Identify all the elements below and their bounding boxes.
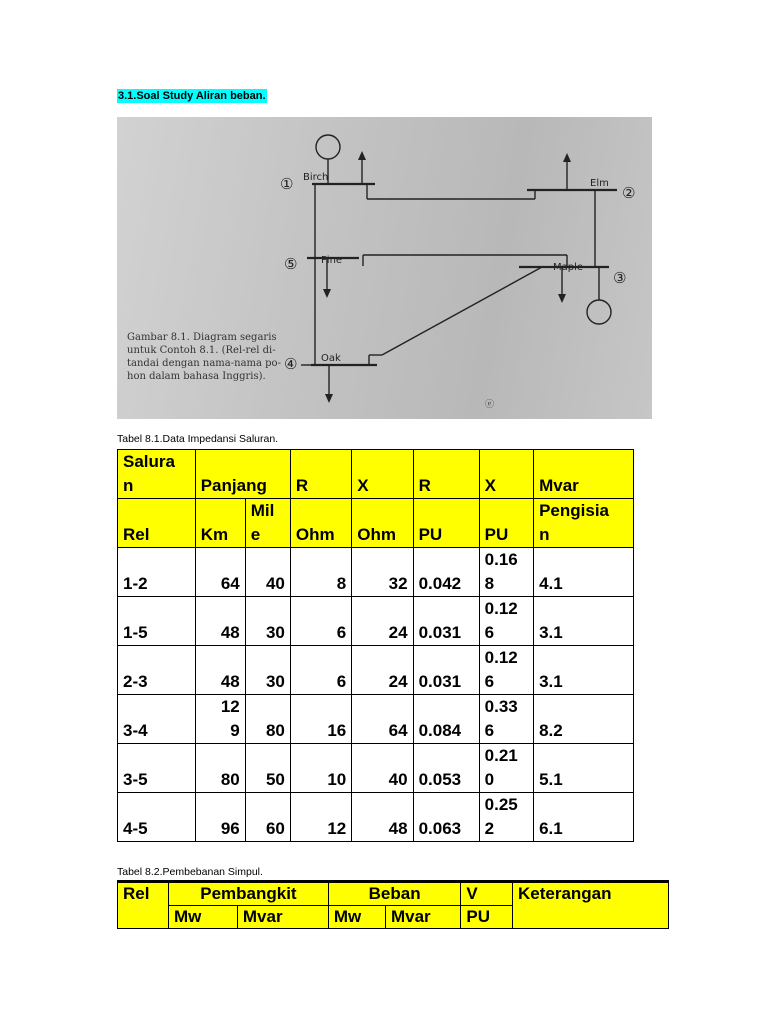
cell-r-pu: 0.053 — [413, 744, 479, 793]
th2-rel: Rel — [118, 882, 169, 929]
cell-rel: 1-2 — [118, 548, 196, 597]
one-line-diagram-photo — [117, 117, 652, 419]
cell-x-ohm: 48 — [352, 793, 413, 842]
cell-r-pu: 0.031 — [413, 597, 479, 646]
table-row — [118, 793, 634, 842]
cell-r-pu: 0.042 — [413, 548, 479, 597]
bus-number-4: ④ — [284, 355, 298, 373]
cell-r-ohm: 6 — [290, 597, 351, 646]
cell-x-ohm: 32 — [352, 548, 413, 597]
th2-mvar-beban: Mvar — [385, 906, 460, 929]
cell-x-pu: 0.21 0 — [479, 744, 533, 793]
cell-mvar: 3.1 — [534, 646, 634, 695]
th-pengisian: Pengisia n — [534, 499, 634, 548]
table-row — [118, 695, 634, 744]
cell-km: 48 — [195, 646, 245, 695]
th-km: Km — [195, 499, 245, 548]
figure-caption: Gambar 8.1. Diagram segaris untuk Contoh 8.1. (Rel-rel di- tandai dengan nama-nama po- hon dalam bahasa Inggris). — [127, 332, 281, 382]
cell-x-pu: 0.16 8 — [479, 548, 533, 597]
cell-mvar: 8.2 — [534, 695, 634, 744]
bus-label-birch: Birch — [303, 172, 329, 183]
cell-rel: 3-5 — [118, 744, 196, 793]
th-r: R — [290, 450, 351, 499]
cell-km: 64 — [195, 548, 245, 597]
th-r-pu: R — [413, 450, 479, 499]
cell-x-ohm: 40 — [352, 744, 413, 793]
th2-mw-pembangkit: Mw — [169, 906, 238, 929]
table-row — [118, 744, 634, 793]
th-mvar: Mvar — [534, 450, 634, 499]
table-row — [118, 548, 634, 597]
cell-rel: 4-5 — [118, 793, 196, 842]
bus-label-elm: Elm — [590, 178, 609, 189]
cell-x-pu: 0.12 6 — [479, 597, 533, 646]
th-ohm-r: Ohm — [290, 499, 351, 548]
cell-x-pu: 0.12 6 — [479, 646, 533, 695]
cell-mile: 80 — [245, 695, 290, 744]
cell-x-ohm: 24 — [352, 597, 413, 646]
cell-mile: 50 — [245, 744, 290, 793]
cell-r-pu: 0.031 — [413, 646, 479, 695]
cell-x-pu: 0.25 2 — [479, 793, 533, 842]
table-row — [118, 597, 634, 646]
cell-x-pu: 0.33 6 — [479, 695, 533, 744]
section-heading: 3.1.Soal Study Aliran beban. — [118, 90, 266, 102]
bus-label-oak: Oak — [321, 353, 341, 364]
cell-mile: 60 — [245, 793, 290, 842]
th-pu-r: PU — [413, 499, 479, 548]
generator-maple-icon — [587, 300, 611, 324]
th2-beban: Beban — [328, 882, 461, 906]
generator-birch-icon — [316, 135, 340, 159]
node-load-table — [117, 880, 669, 929]
cell-mile: 30 — [245, 646, 290, 695]
cell-r-ohm: 6 — [290, 646, 351, 695]
bus-number-2: ② — [622, 184, 636, 202]
impedance-table — [117, 449, 634, 842]
cell-km: 80 — [195, 744, 245, 793]
bus-label-pine: Pine — [321, 255, 343, 266]
cell-km: 48 — [195, 597, 245, 646]
th-panjang: Panjang — [195, 450, 290, 499]
cell-r-ohm: 16 — [290, 695, 351, 744]
th2-mw-beban: Mw — [328, 906, 385, 929]
cell-r-pu: 0.063 — [413, 793, 479, 842]
bus-label-maple: Maple — [553, 262, 584, 273]
cell-mile: 40 — [245, 548, 290, 597]
table2-caption: Tabel 8.2.Pembebanan Simpul. — [117, 866, 263, 878]
cell-mvar: 6.1 — [534, 793, 634, 842]
cell-rel: 1-5 — [118, 597, 196, 646]
cell-mvar: 5.1 — [534, 744, 634, 793]
th-x: X — [352, 450, 413, 499]
bus-number-1: ① — [280, 175, 294, 193]
th2-mvar-pembangkit: Mvar — [237, 906, 328, 929]
th-x-pu: X — [479, 450, 533, 499]
cell-r-ohm: 12 — [290, 793, 351, 842]
cell-x-ohm: 24 — [352, 646, 413, 695]
watermark-mark: ⓔ — [485, 400, 495, 410]
th-saluran: Salura n — [118, 450, 196, 499]
th-mile: Mil e — [245, 499, 290, 548]
cell-x-ohm: 64 — [352, 695, 413, 744]
th2-v: V — [461, 882, 513, 906]
cell-mvar: 3.1 — [534, 597, 634, 646]
th-ohm-x: Ohm — [352, 499, 413, 548]
cell-r-ohm: 10 — [290, 744, 351, 793]
cell-mvar: 4.1 — [534, 548, 634, 597]
th2-keterangan: Keterangan — [513, 882, 669, 929]
cell-rel: 2-3 — [118, 646, 196, 695]
table1-caption: Tabel 8.1.Data Impedansi Saluran. — [117, 433, 279, 445]
cell-km: 96 — [195, 793, 245, 842]
cell-rel: 3-4 — [118, 695, 196, 744]
th2-pu: PU — [461, 906, 513, 929]
cell-km: 12 9 — [195, 695, 245, 744]
th-rel: Rel — [118, 499, 196, 548]
cell-mile: 30 — [245, 597, 290, 646]
cell-r-ohm: 8 — [290, 548, 351, 597]
bus-number-5: ⑤ — [284, 255, 298, 273]
bus-number-3: ③ — [613, 269, 627, 287]
th-pu-x: PU — [479, 499, 533, 548]
th2-pembangkit: Pembangkit — [169, 882, 329, 906]
table-row — [118, 646, 634, 695]
cell-r-pu: 0.084 — [413, 695, 479, 744]
